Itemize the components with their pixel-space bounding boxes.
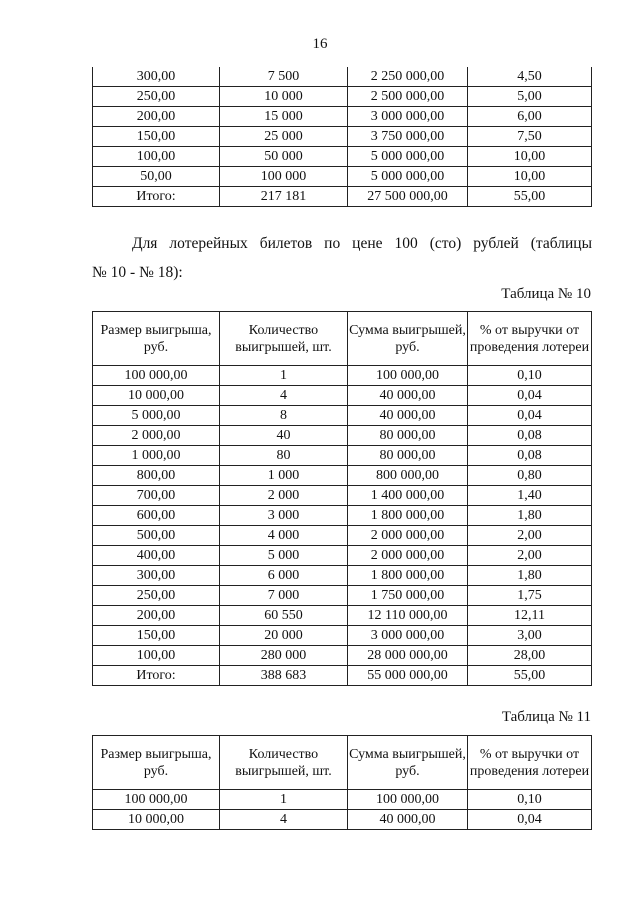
table-cell: 28 000 000,00 bbox=[348, 646, 468, 666]
table-cell: 10 000 bbox=[220, 87, 348, 107]
page-number: 16 bbox=[312, 36, 328, 52]
table-cell: 5,00 bbox=[468, 87, 592, 107]
table-cell: 50 000 bbox=[220, 147, 348, 167]
table-cell: 400,00 bbox=[93, 546, 220, 566]
table-cell: 0,80 bbox=[468, 466, 592, 486]
table-10-caption: Таблица № 10 bbox=[501, 286, 591, 302]
table-cell: 2 500 000,00 bbox=[348, 87, 468, 107]
table-cell: 28,00 bbox=[468, 646, 592, 666]
table-cell: 10,00 bbox=[468, 147, 592, 167]
table-row bbox=[93, 147, 592, 167]
table-cell: 0,08 bbox=[468, 426, 592, 446]
table-row bbox=[93, 466, 592, 486]
table-cell: 2 000,00 bbox=[93, 426, 220, 446]
table-cell: 4,50 bbox=[468, 67, 592, 87]
table-cell: 1 800 000,00 bbox=[348, 566, 468, 586]
table-cell: 300,00 bbox=[93, 566, 220, 586]
table-cell: 150,00 bbox=[93, 127, 220, 147]
table-cell: 200,00 bbox=[93, 606, 220, 626]
table-cell: Итого: bbox=[93, 187, 220, 207]
table-row bbox=[93, 87, 592, 107]
table-cell: 0,10 bbox=[468, 790, 592, 810]
table-cell: 500,00 bbox=[93, 526, 220, 546]
table-body bbox=[93, 366, 592, 686]
table-cell: 200,00 bbox=[93, 107, 220, 127]
table-cell: 15 000 bbox=[220, 107, 348, 127]
column-header: Количество выигрышей, шт. bbox=[220, 736, 348, 790]
table-cell: 2 250 000,00 bbox=[348, 67, 468, 87]
table-row bbox=[93, 446, 592, 466]
table-cell: 80 bbox=[220, 446, 348, 466]
column-header: Размер выигрыша, руб. bbox=[93, 312, 220, 366]
prize-table-11 bbox=[92, 735, 592, 830]
table-cell: 1 400 000,00 bbox=[348, 486, 468, 506]
column-header: Количество выигрышей, шт. bbox=[220, 312, 348, 366]
table-cell: 2,00 bbox=[468, 546, 592, 566]
table-header-row bbox=[93, 736, 592, 790]
table-cell: Итого: bbox=[93, 666, 220, 686]
table-cell: 800,00 bbox=[93, 466, 220, 486]
table-cell: 5 000,00 bbox=[93, 406, 220, 426]
table-row bbox=[93, 526, 592, 546]
table-cell: 250,00 bbox=[93, 87, 220, 107]
table-cell: 3,00 bbox=[468, 626, 592, 646]
table-cell: 3 000 bbox=[220, 506, 348, 526]
table-cell: 6,00 bbox=[468, 107, 592, 127]
paragraph-line-2: № 10 - № 18): bbox=[92, 264, 183, 281]
table-cell: 2,00 bbox=[468, 526, 592, 546]
prize-table-continued bbox=[92, 67, 592, 207]
table-cell: 1,80 bbox=[468, 506, 592, 526]
table-cell: 5 000 000,00 bbox=[348, 167, 468, 187]
table-cell: 80 000,00 bbox=[348, 426, 468, 446]
table-cell: 1 000,00 bbox=[93, 446, 220, 466]
table-cell: 800 000,00 bbox=[348, 466, 468, 486]
table-cell: 300,00 bbox=[93, 67, 220, 87]
paragraph-line-1: Для лотерейных билетов по цене 100 (сто) рублей (таблицы bbox=[132, 235, 592, 252]
table-cell: 150,00 bbox=[93, 626, 220, 646]
table-cell: 12,11 bbox=[468, 606, 592, 626]
column-header: Сумма выигрышей, руб. bbox=[348, 312, 468, 366]
table-body bbox=[93, 67, 592, 207]
table-cell: 4 bbox=[220, 386, 348, 406]
table-11-caption: Таблица № 11 bbox=[501, 709, 591, 725]
table-cell: 1 bbox=[220, 366, 348, 386]
table-cell: 10 000,00 bbox=[93, 386, 220, 406]
table-cell: 50,00 bbox=[93, 167, 220, 187]
table-row bbox=[93, 606, 592, 626]
table-cell: 1,75 bbox=[468, 586, 592, 606]
table-cell: 2 000 000,00 bbox=[348, 546, 468, 566]
table-row bbox=[93, 586, 592, 606]
table-row bbox=[93, 626, 592, 646]
table-row bbox=[93, 506, 592, 526]
table-cell: 7 000 bbox=[220, 586, 348, 606]
column-header: % от выручки от проведения лотереи bbox=[468, 312, 592, 366]
table-cell: 40 000,00 bbox=[348, 406, 468, 426]
table-row bbox=[93, 67, 592, 87]
table-cell: 2 000 000,00 bbox=[348, 526, 468, 546]
table-row bbox=[93, 790, 592, 810]
table-cell: 4 000 bbox=[220, 526, 348, 546]
table-cell: 3 000 000,00 bbox=[348, 107, 468, 127]
prize-table-10 bbox=[92, 311, 592, 686]
table-cell: 100,00 bbox=[93, 646, 220, 666]
table-row bbox=[93, 366, 592, 386]
table-cell: 7 500 bbox=[220, 67, 348, 87]
table-row bbox=[93, 666, 592, 686]
column-header: % от выручки от проведения лотереи bbox=[468, 736, 592, 790]
table-row bbox=[93, 486, 592, 506]
table-row bbox=[93, 127, 592, 147]
table-row bbox=[93, 566, 592, 586]
table-row bbox=[93, 167, 592, 187]
table-cell: 27 500 000,00 bbox=[348, 187, 468, 207]
table-cell: 6 000 bbox=[220, 566, 348, 586]
table-cell: 100 000,00 bbox=[93, 790, 220, 810]
table-cell: 60 550 bbox=[220, 606, 348, 626]
table-cell: 10 000,00 bbox=[93, 810, 220, 830]
table-cell: 5 000 bbox=[220, 546, 348, 566]
table-row bbox=[93, 426, 592, 446]
table-cell: 3 750 000,00 bbox=[348, 127, 468, 147]
table-cell: 80 000,00 bbox=[348, 446, 468, 466]
table-cell: 388 683 bbox=[220, 666, 348, 686]
table-cell: 4 bbox=[220, 810, 348, 830]
table-cell: 25 000 bbox=[220, 127, 348, 147]
table-cell: 12 110 000,00 bbox=[348, 606, 468, 626]
table-row bbox=[93, 546, 592, 566]
table-cell: 1 bbox=[220, 790, 348, 810]
table-cell: 0,08 bbox=[468, 446, 592, 466]
table-cell: 1,80 bbox=[468, 566, 592, 586]
intro-paragraph bbox=[92, 229, 592, 287]
table-cell: 2 000 bbox=[220, 486, 348, 506]
column-header: Размер выигрыша, руб. bbox=[93, 736, 220, 790]
table-cell: 0,04 bbox=[468, 386, 592, 406]
table-cell: 3 000 000,00 bbox=[348, 626, 468, 646]
table-header-row bbox=[93, 312, 592, 366]
table-row bbox=[93, 107, 592, 127]
table-cell: 10,00 bbox=[468, 167, 592, 187]
table-cell: 20 000 bbox=[220, 626, 348, 646]
table-cell: 7,50 bbox=[468, 127, 592, 147]
column-header: Сумма выигрышей, руб. bbox=[348, 736, 468, 790]
table-row bbox=[93, 187, 592, 207]
table-body bbox=[93, 790, 592, 830]
table-cell: 280 000 bbox=[220, 646, 348, 666]
table-cell: 8 bbox=[220, 406, 348, 426]
table-cell: 100 000,00 bbox=[93, 366, 220, 386]
table-cell: 1 750 000,00 bbox=[348, 586, 468, 606]
table-cell: 40 000,00 bbox=[348, 386, 468, 406]
table-cell: 250,00 bbox=[93, 586, 220, 606]
table-cell: 100 000,00 bbox=[348, 366, 468, 386]
table-cell: 0,04 bbox=[468, 406, 592, 426]
table-row bbox=[93, 810, 592, 830]
table-cell: 600,00 bbox=[93, 506, 220, 526]
table-cell: 100 000 bbox=[220, 167, 348, 187]
table-cell: 217 181 bbox=[220, 187, 348, 207]
table-cell: 55,00 bbox=[468, 666, 592, 686]
table-cell: 700,00 bbox=[93, 486, 220, 506]
table-cell: 0,10 bbox=[468, 366, 592, 386]
table-row bbox=[93, 646, 592, 666]
table-cell: 100 000,00 bbox=[348, 790, 468, 810]
table-row bbox=[93, 386, 592, 406]
table-cell: 5 000 000,00 bbox=[348, 147, 468, 167]
table-cell: 40 000,00 bbox=[348, 810, 468, 830]
table-cell: 100,00 bbox=[93, 147, 220, 167]
table-cell: 40 bbox=[220, 426, 348, 446]
table-row bbox=[93, 406, 592, 426]
table-cell: 0,04 bbox=[468, 810, 592, 830]
table-cell: 1 800 000,00 bbox=[348, 506, 468, 526]
table-cell: 1,40 bbox=[468, 486, 592, 506]
table-cell: 1 000 bbox=[220, 466, 348, 486]
table-cell: 55,00 bbox=[468, 187, 592, 207]
table-cell: 55 000 000,00 bbox=[348, 666, 468, 686]
